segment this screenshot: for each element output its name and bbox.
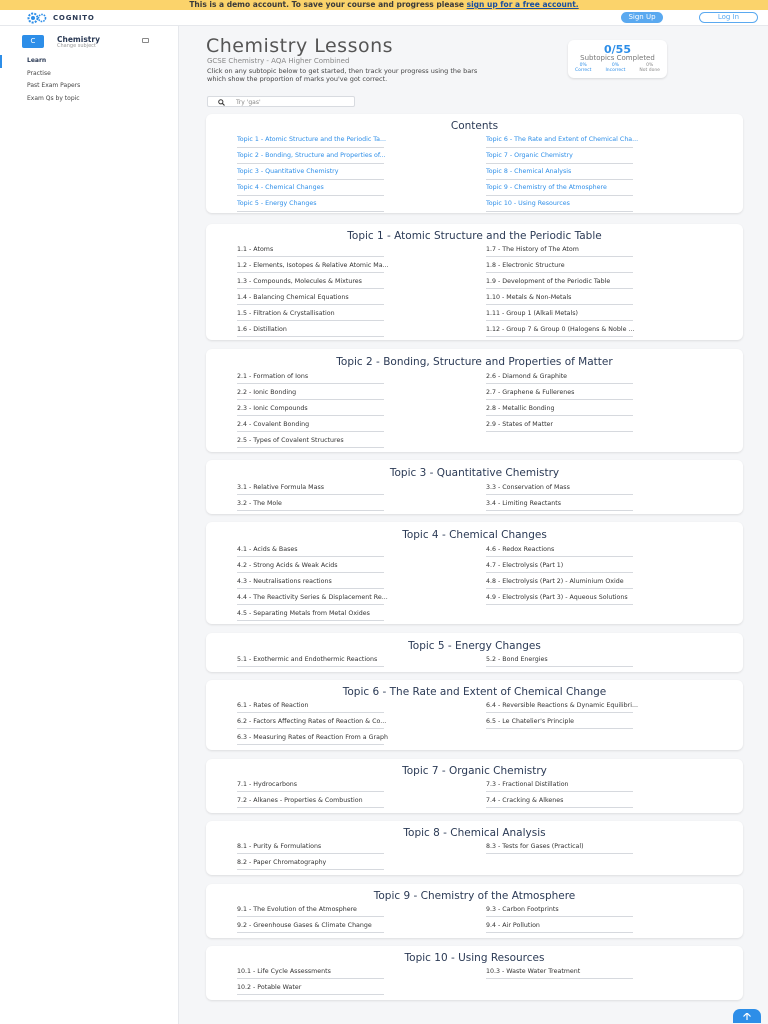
subtopic-label: 1.12 - Group 7 & Group 0 (Halogens & Noble ... <box>486 326 635 333</box>
subtopic-link[interactable] <box>237 246 384 262</box>
progress-bar <box>237 572 384 573</box>
incorrect-stat: 0% Incorrect <box>605 63 626 73</box>
progress-bar <box>237 916 384 917</box>
progress-bar <box>237 415 384 416</box>
contents-link[interactable] <box>486 152 633 168</box>
scroll-to-top-button[interactable] <box>733 1009 761 1023</box>
subtopic-label: 10.2 - Potable Water <box>237 984 302 991</box>
subtopic-label: 4.6 - Redox Reactions <box>486 546 555 553</box>
change-subject-link[interactable]: Change subject <box>57 43 96 49</box>
topic-title: Topic 4 - Chemical Changes <box>402 529 547 541</box>
subtopic-link[interactable] <box>237 610 384 626</box>
progress-bar <box>237 791 384 792</box>
subtopic-link[interactable] <box>486 797 633 813</box>
progress-bar <box>486 666 633 667</box>
page-description: Click on any subtopic below to get started, then track your progress using the bars which show the proportion of marks you've got correct. <box>207 67 478 83</box>
subtopic-label: 5.1 - Exothermic and Endothermic Reactions <box>237 656 378 663</box>
contents-link[interactable] <box>486 168 633 184</box>
contents-link[interactable] <box>486 184 633 200</box>
topic-title: Topic 2 - Bonding, Structure and Properties of Matter <box>336 356 613 368</box>
progress-bar <box>237 431 384 432</box>
subtopic-label: 7.3 - Fractional Distillation <box>486 781 569 788</box>
log-in-button[interactable]: Log In <box>699 12 758 23</box>
contents-link[interactable] <box>237 200 384 216</box>
subtopic-link[interactable] <box>237 326 384 342</box>
subtopic-link[interactable] <box>486 906 633 922</box>
subtopic-link[interactable] <box>237 389 384 405</box>
topic-card-5 <box>206 633 743 672</box>
subtopic-link[interactable] <box>486 702 638 718</box>
subtopic-link[interactable] <box>486 421 633 437</box>
progress-bar <box>237 304 384 305</box>
subtopic-link[interactable] <box>237 310 384 326</box>
contents-link-label: Topic 1 - Atomic Structure and the Periodic Ta... <box>237 136 386 143</box>
progress-bar <box>237 978 384 979</box>
progress-bar <box>486 932 633 933</box>
progress-bar <box>486 431 633 432</box>
progress-bar <box>237 744 384 745</box>
progress-bar <box>237 620 384 621</box>
subject-name: Chemistry <box>57 35 100 44</box>
progress-bar <box>237 211 384 212</box>
progress-bar <box>237 272 384 273</box>
subtopic-link[interactable] <box>486 389 633 405</box>
subtopic-label: 4.1 - Acids & Bases <box>237 546 298 553</box>
progress-bar <box>486 494 633 495</box>
demo-banner-text: This is a demo account. To save your course and progress please <box>189 0 467 9</box>
search-box <box>207 96 355 107</box>
subtopic-label: 1.8 - Electronic Structure <box>486 262 565 269</box>
subtopic-label: 1.10 - Metals & Non-Metals <box>486 294 572 301</box>
topic-title: Topic 3 - Quantitative Chemistry <box>389 467 560 479</box>
contents-link-label: Topic 10 - Using Resources <box>486 200 570 207</box>
contents-card <box>206 114 743 213</box>
sidebar-nav <box>0 55 178 105</box>
contents-title: Contents <box>450 120 499 132</box>
not-done-stat: 0% Not done <box>639 63 660 73</box>
contents-link-label: Topic 6 - The Rate and Extent of Chemical Cha... <box>486 136 639 143</box>
subtopic-label: 9.2 - Greenhouse Gases & Climate Change <box>237 922 372 929</box>
subtopic-label: 2.5 - Types of Covalent Structures <box>237 437 344 444</box>
subtopic-link[interactable] <box>237 578 384 594</box>
progress-bar <box>486 807 633 808</box>
progress-bar <box>237 288 384 289</box>
subtopic-label: 1.2 - Elements, Isotopes & Relative Atomic Ma... <box>237 262 389 269</box>
subtopic-label: 4.9 - Electrolysis (Part 3) - Aqueous Solutions <box>486 594 628 601</box>
subtopic-link[interactable] <box>486 594 633 610</box>
progress-bar <box>237 163 384 164</box>
contents-link[interactable] <box>237 136 384 152</box>
subtopic-link[interactable] <box>237 656 384 672</box>
subtopic-link[interactable] <box>237 294 384 310</box>
progress-bar <box>237 179 384 180</box>
subtopic-link[interactable] <box>237 437 384 453</box>
subtopic-label: 8.2 - Paper Chromatography <box>237 859 327 866</box>
topic-title: Topic 7 - Organic Chemistry <box>402 765 547 777</box>
progress-bar <box>486 163 633 164</box>
subtopic-link[interactable] <box>237 702 384 718</box>
subtopic-label: 3.2 - The Mole <box>237 500 282 507</box>
subtopic-label: 1.9 - Development of the Periodic Table <box>486 278 611 285</box>
progress-bar <box>237 494 384 495</box>
subtopic-label: 5.2 - Bond Energies <box>486 656 548 663</box>
topic-title: Topic 5 - Energy Changes <box>408 640 541 652</box>
subtopic-label: 1.11 - Group 1 (Alkali Metals) <box>486 310 579 317</box>
subtopic-label: 6.1 - Rates of Reaction <box>237 702 309 709</box>
subtopic-label: 1.1 - Atoms <box>237 246 274 253</box>
topic-card-9 <box>206 884 743 938</box>
progress-bar <box>237 256 384 257</box>
progress-bar <box>486 179 633 180</box>
subtopic-label: 4.8 - Electrolysis (Part 2) - Aluminium Oxide <box>486 578 624 585</box>
contents-link-label: Topic 8 - Chemical Analysis <box>486 168 572 175</box>
subtopic-label: 2.6 - Diamond & Graphite <box>486 373 568 380</box>
progress-bar <box>237 869 384 870</box>
progress-bar <box>486 588 633 589</box>
progress-bar <box>237 994 384 995</box>
sign-up-button[interactable]: Sign Up <box>621 12 663 23</box>
progress-bar <box>486 572 633 573</box>
sidebar-item-learn[interactable]: Learn <box>0 55 178 68</box>
progress-bar <box>237 604 384 605</box>
subtopic-label: 6.3 - Measuring Rates of Reaction From a Graph <box>237 734 388 741</box>
subtopic-label: 1.7 - The History of The Atom <box>486 246 579 253</box>
subtopic-link[interactable] <box>486 578 633 594</box>
search-icon <box>218 99 225 106</box>
subtopic-label: 9.1 - The Evolution of the Atmosphere <box>237 906 357 913</box>
progress-bar <box>486 791 633 792</box>
topic-card-7 <box>206 759 743 813</box>
topic-card-2 <box>206 349 743 452</box>
subtopic-label: 2.8 - Metallic Bonding <box>486 405 555 412</box>
topic-card-6 <box>206 680 743 750</box>
subtopic-link[interactable] <box>237 262 389 278</box>
subtopic-link[interactable] <box>486 262 633 278</box>
course-subtitle: GCSE Chemistry - AQA Higher Combined <box>207 57 350 65</box>
subtopic-label: 10.1 - Life Cycle Assessments <box>237 968 331 975</box>
subtopic-link[interactable] <box>486 484 633 500</box>
subtopic-label: 2.9 - States of Matter <box>486 421 554 428</box>
sidebar-item-practise[interactable]: Practise <box>27 69 51 77</box>
progress-bar <box>486 978 633 979</box>
cognito-logo[interactable] <box>26 12 95 24</box>
subtopic-label: 7.4 - Cracking & Alkenes <box>486 797 564 804</box>
progress-bar <box>486 604 633 605</box>
progress-bar <box>237 383 384 384</box>
subtopic-label: 2.7 - Graphene & Fullerenes <box>486 389 575 396</box>
progress-bar <box>486 304 633 305</box>
contents-link-label: Topic 5 - Energy Changes <box>237 200 317 207</box>
subtopic-link[interactable] <box>237 734 388 750</box>
subtopic-link[interactable] <box>237 843 384 859</box>
progress-bar <box>237 588 384 589</box>
progress-bar <box>237 853 384 854</box>
progress-bar <box>237 447 384 448</box>
correct-stat: 0% Correct <box>575 63 592 73</box>
subtopic-label: 7.2 - Alkanes - Properties & Combustion <box>237 797 363 804</box>
progress-bar <box>237 932 384 933</box>
progress-bar <box>486 195 633 196</box>
topic-title: Topic 9 - Chemistry of the Atmosphere <box>373 890 576 902</box>
progress-summary <box>568 40 667 78</box>
contents-link-label: Topic 3 - Quantitative Chemistry <box>237 168 339 175</box>
subtopic-link[interactable] <box>237 562 384 578</box>
progress-bar <box>237 712 384 713</box>
progress-bar <box>486 336 633 337</box>
subtopic-link[interactable] <box>237 718 387 734</box>
topic-card-3 <box>206 460 743 514</box>
subtopic-label: 4.7 - Electrolysis (Part 1) <box>486 562 564 569</box>
subtopic-label: 10.3 - Waste Water Treatment <box>486 968 581 975</box>
subtopic-label: 6.4 - Reversible Reactions & Dynamic Equilibri... <box>486 702 638 709</box>
contents-link-label: Topic 2 - Bonding, Structure and Properties of... <box>237 152 386 159</box>
progress-bar <box>237 556 384 557</box>
topic-title: Topic 1 - Atomic Structure and the Periodic Table <box>347 230 602 242</box>
subtopic-label: 2.3 - Ionic Compounds <box>237 405 308 412</box>
subtopic-label: 8.1 - Purity & Formulations <box>237 843 322 850</box>
contents-link-label: Topic 9 - Chemistry of the Atmosphere <box>486 184 607 191</box>
subtopic-label: 4.4 - The Reactivity Series & Displacement Re... <box>237 594 388 601</box>
subtopic-label: 4.3 - Neutralisations reactions <box>237 578 332 585</box>
subtopic-label: 2.2 - Ionic Bonding <box>237 389 297 396</box>
subtopic-link[interactable] <box>486 246 633 262</box>
subtopic-link[interactable] <box>237 373 384 389</box>
subtopic-link[interactable] <box>237 421 384 437</box>
subtopic-link[interactable] <box>237 922 384 938</box>
subtopic-link[interactable] <box>237 906 384 922</box>
sidebar-item-past-exam-papers[interactable]: Past Exam Papers <box>27 82 81 89</box>
progress-bar <box>486 399 633 400</box>
topic-title: Topic 10 - Using Resources <box>404 952 545 964</box>
subtopic-link[interactable] <box>486 968 633 984</box>
progress-bar <box>237 336 384 337</box>
subtopics-completed-label: Subtopics Completed <box>580 54 655 62</box>
subtopic-link[interactable] <box>486 718 633 734</box>
progress-bar <box>486 272 633 273</box>
sidebar-item-exam-qs-by-topic[interactable]: Exam Qs by topic <box>27 94 80 102</box>
contents-link[interactable] <box>486 200 633 216</box>
progress-bar <box>237 147 384 148</box>
progress-bar <box>237 807 384 808</box>
progress-bar <box>237 320 384 321</box>
subtopic-label: 6.2 - Factors Affecting Rates of Reaction & Co... <box>237 718 387 725</box>
subtopic-label: 2.1 - Formation of Ions <box>237 373 309 380</box>
contents-link[interactable] <box>237 152 384 168</box>
logo-text: COGNITO <box>53 14 95 22</box>
subtopics-completed-count: 0/55 <box>604 43 631 56</box>
subject-selector[interactable] <box>22 35 172 49</box>
subtopic-label: 4.5 - Separating Metals from Metal Oxides <box>237 610 370 617</box>
demo-banner <box>0 0 768 10</box>
subtopic-link[interactable] <box>486 546 633 562</box>
page-title: Chemistry Lessons <box>206 35 394 57</box>
subtopic-link[interactable] <box>486 405 633 421</box>
progress-bar <box>237 666 384 667</box>
subtopic-link[interactable] <box>486 843 633 859</box>
contents-link[interactable] <box>486 136 639 152</box>
sidebar <box>0 26 179 1024</box>
topic-title: Topic 6 - The Rate and Extent of Chemical Change <box>342 686 607 698</box>
subject-badge: C <box>22 35 44 48</box>
subtopic-label: 4.2 - Strong Acids & Weak Acids <box>237 562 338 569</box>
top-bar <box>0 10 768 26</box>
subtopic-link[interactable] <box>237 278 384 294</box>
signup-link[interactable]: sign up for a free account. <box>466 0 579 9</box>
search-input[interactable] <box>236 98 351 106</box>
subtopic-label: 3.4 - Limiting Reactants <box>486 500 561 507</box>
topic-card-10 <box>206 946 743 1000</box>
subtopic-label: 7.1 - Hydrocarbons <box>237 781 298 788</box>
progress-bar <box>486 256 633 257</box>
progress-bar <box>486 415 633 416</box>
subtopic-link[interactable] <box>237 968 384 984</box>
progress-bar <box>486 320 633 321</box>
progress-bar <box>486 712 633 713</box>
progress-bar <box>486 916 633 917</box>
subtopic-label: 3.1 - Relative Formula Mass <box>237 484 325 491</box>
progress-bar <box>486 853 633 854</box>
subtopic-label: 9.4 - Air Pollution <box>486 922 540 929</box>
subtopic-link[interactable] <box>486 781 633 797</box>
arrow-up-icon <box>743 1013 751 1020</box>
subtopic-link[interactable] <box>486 500 633 516</box>
subtopic-link[interactable] <box>486 310 633 326</box>
subtopic-label: 3.3 - Conservation of Mass <box>486 484 570 491</box>
subtopic-link[interactable] <box>237 984 384 1000</box>
contents-link[interactable] <box>237 168 384 184</box>
subtopic-link[interactable] <box>237 484 384 500</box>
subtopic-link[interactable] <box>237 859 384 875</box>
progress-bar <box>486 728 633 729</box>
subtopic-label: 9.3 - Carbon Footprints <box>486 906 559 913</box>
subtopic-link[interactable] <box>486 373 633 389</box>
topic-card-1 <box>206 224 743 340</box>
contents-link-label: Topic 7 - Organic Chemistry <box>486 152 573 159</box>
topic-card-4 <box>206 522 743 624</box>
subtopic-link[interactable] <box>237 546 384 562</box>
subtopic-link[interactable] <box>486 294 633 310</box>
progress-bar <box>237 510 384 511</box>
subtopic-link[interactable] <box>237 781 384 797</box>
topic-title: Topic 8 - Chemical Analysis <box>403 827 546 839</box>
progress-bar <box>237 399 384 400</box>
contents-link-label: Topic 4 - Chemical Changes <box>237 184 324 191</box>
subtopic-label: 1.5 - Filtration & Crystallisation <box>237 310 335 317</box>
progress-bar <box>486 383 633 384</box>
subtopic-label: 2.4 - Covalent Bonding <box>237 421 310 428</box>
subtopic-link[interactable] <box>486 562 633 578</box>
subtopic-link[interactable] <box>486 278 633 294</box>
subtopic-link[interactable] <box>237 500 384 516</box>
subtopic-link[interactable] <box>486 656 633 672</box>
subtopic-label: 8.3 - Tests for Gases (Practical) <box>486 843 584 850</box>
subtopic-link[interactable] <box>237 797 384 813</box>
cognito-gear-icon <box>26 12 50 24</box>
subtopic-label: 1.4 - Balancing Chemical Equations <box>237 294 349 301</box>
progress-bar <box>486 147 633 148</box>
subtopic-link[interactable] <box>237 594 388 610</box>
collapse-sidebar-icon[interactable] <box>142 38 149 43</box>
contents-link[interactable] <box>237 184 384 200</box>
progress-bar <box>237 195 384 196</box>
subtopic-link[interactable] <box>486 922 633 938</box>
progress-bar <box>486 556 633 557</box>
subtopic-link[interactable] <box>486 326 633 342</box>
progress-bar <box>486 288 633 289</box>
subtopic-label: 1.6 - Distillation <box>237 326 287 333</box>
subtopic-label: 1.3 - Compounds, Molecules & Mixtures <box>237 278 362 285</box>
progress-bar <box>237 728 384 729</box>
topic-card-8 <box>206 821 743 875</box>
subtopic-link[interactable] <box>237 405 384 421</box>
progress-bar <box>486 211 633 212</box>
subtopic-label: 6.5 - Le Chatelier's Principle <box>486 718 574 725</box>
progress-bar <box>486 510 633 511</box>
